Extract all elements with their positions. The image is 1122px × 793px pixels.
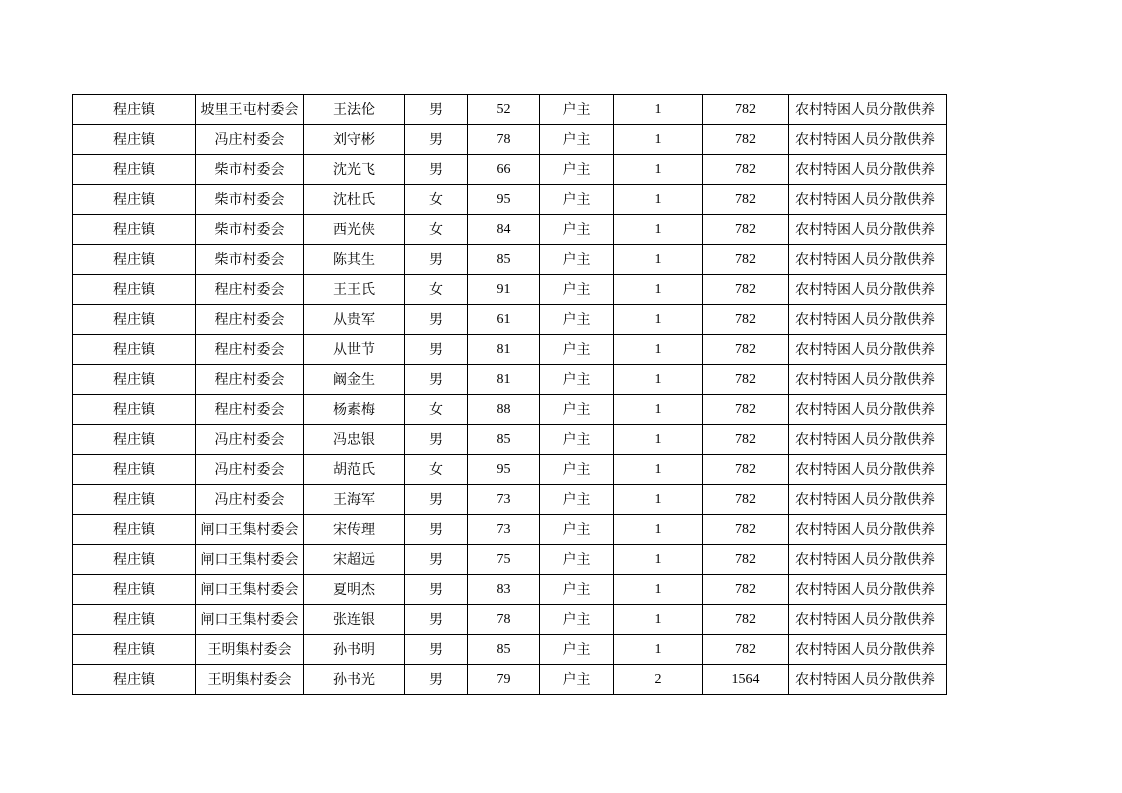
town-cell: 程庄镇 (73, 515, 196, 545)
relief-type-cell: 农村特困人员分散供养 (789, 215, 947, 245)
name-cell: 孙书明 (304, 635, 405, 665)
gender-cell: 男 (405, 575, 468, 605)
age-cell: 79 (468, 665, 540, 695)
amount-cell: 782 (703, 455, 789, 485)
amount-cell: 782 (703, 395, 789, 425)
village-cell: 王明集村委会 (196, 635, 304, 665)
name-cell: 王法伦 (304, 95, 405, 125)
town-cell: 程庄镇 (73, 95, 196, 125)
amount-cell: 782 (703, 305, 789, 335)
name-cell: 杨素梅 (304, 395, 405, 425)
name-cell: 夏明杰 (304, 575, 405, 605)
age-cell: 66 (468, 155, 540, 185)
relation-cell: 户主 (540, 125, 614, 155)
table-row (73, 125, 947, 155)
village-cell: 程庄村委会 (196, 335, 304, 365)
household-count-cell: 1 (614, 575, 703, 605)
household-count-cell: 1 (614, 305, 703, 335)
gender-cell: 男 (405, 665, 468, 695)
relief-type-cell: 农村特困人员分散供养 (789, 605, 947, 635)
gender-cell: 女 (405, 215, 468, 245)
household-count-cell: 1 (614, 365, 703, 395)
relief-type-cell: 农村特困人员分散供养 (789, 545, 947, 575)
household-count-cell: 1 (614, 125, 703, 155)
age-cell: 85 (468, 245, 540, 275)
age-cell: 95 (468, 185, 540, 215)
age-cell: 83 (468, 575, 540, 605)
household-count-cell: 1 (614, 335, 703, 365)
household-count-cell: 1 (614, 425, 703, 455)
table-row (73, 545, 947, 575)
gender-cell: 女 (405, 275, 468, 305)
village-cell: 柴市村委会 (196, 245, 304, 275)
age-cell: 78 (468, 125, 540, 155)
relief-type-cell: 农村特困人员分散供养 (789, 485, 947, 515)
table-row (73, 455, 947, 485)
amount-cell: 1564 (703, 665, 789, 695)
household-count-cell: 1 (614, 545, 703, 575)
village-cell: 王明集村委会 (196, 665, 304, 695)
amount-cell: 782 (703, 95, 789, 125)
table-row (73, 515, 947, 545)
town-cell: 程庄镇 (73, 455, 196, 485)
age-cell: 73 (468, 515, 540, 545)
table-row (73, 395, 947, 425)
gender-cell: 女 (405, 395, 468, 425)
relation-cell: 户主 (540, 185, 614, 215)
name-cell: 刘守彬 (304, 125, 405, 155)
relief-type-cell: 农村特困人员分散供养 (789, 125, 947, 155)
table-row (73, 365, 947, 395)
gender-cell: 男 (405, 635, 468, 665)
town-cell: 程庄镇 (73, 335, 196, 365)
village-cell: 冯庄村委会 (196, 425, 304, 455)
name-cell: 宋超远 (304, 545, 405, 575)
table-row (73, 215, 947, 245)
village-cell: 坡里王屯村委会 (196, 95, 304, 125)
amount-cell: 782 (703, 575, 789, 605)
relief-type-cell: 农村特困人员分散供养 (789, 245, 947, 275)
relief-type-cell: 农村特困人员分散供养 (789, 455, 947, 485)
age-cell: 85 (468, 635, 540, 665)
table-row (73, 335, 947, 365)
village-cell: 冯庄村委会 (196, 485, 304, 515)
age-cell: 52 (468, 95, 540, 125)
name-cell: 孙书光 (304, 665, 405, 695)
village-cell: 柴市村委会 (196, 155, 304, 185)
table-row (73, 95, 947, 125)
town-cell: 程庄镇 (73, 245, 196, 275)
town-cell: 程庄镇 (73, 605, 196, 635)
relation-cell: 户主 (540, 635, 614, 665)
village-cell: 闸口王集村委会 (196, 515, 304, 545)
age-cell: 81 (468, 365, 540, 395)
town-cell: 程庄镇 (73, 545, 196, 575)
village-cell: 冯庄村委会 (196, 455, 304, 485)
name-cell: 胡范氏 (304, 455, 405, 485)
amount-cell: 782 (703, 125, 789, 155)
table-row (73, 425, 947, 455)
household-count-cell: 1 (614, 155, 703, 185)
gender-cell: 男 (405, 605, 468, 635)
relief-type-cell: 农村特困人员分散供养 (789, 335, 947, 365)
town-cell: 程庄镇 (73, 275, 196, 305)
table-row (73, 155, 947, 185)
age-cell: 84 (468, 215, 540, 245)
town-cell: 程庄镇 (73, 635, 196, 665)
relation-cell: 户主 (540, 425, 614, 455)
amount-cell: 782 (703, 425, 789, 455)
table-row (73, 485, 947, 515)
amount-cell: 782 (703, 155, 789, 185)
relief-type-cell: 农村特困人员分散供养 (789, 275, 947, 305)
relief-type-cell: 农村特困人员分散供养 (789, 95, 947, 125)
village-cell: 程庄村委会 (196, 395, 304, 425)
table-row (73, 275, 947, 305)
household-count-cell: 1 (614, 485, 703, 515)
relation-cell: 户主 (540, 545, 614, 575)
household-count-cell: 1 (614, 515, 703, 545)
amount-cell: 782 (703, 335, 789, 365)
village-cell: 程庄村委会 (196, 365, 304, 395)
relation-cell: 户主 (540, 365, 614, 395)
table-row (73, 665, 947, 695)
amount-cell: 782 (703, 365, 789, 395)
town-cell: 程庄镇 (73, 305, 196, 335)
relief-type-cell: 农村特困人员分散供养 (789, 515, 947, 545)
amount-cell: 782 (703, 515, 789, 545)
table-row (73, 635, 947, 665)
age-cell: 73 (468, 485, 540, 515)
town-cell: 程庄镇 (73, 575, 196, 605)
relation-cell: 户主 (540, 305, 614, 335)
relation-cell: 户主 (540, 485, 614, 515)
name-cell: 从世节 (304, 335, 405, 365)
relation-cell: 户主 (540, 455, 614, 485)
relief-type-cell: 农村特困人员分散供养 (789, 425, 947, 455)
gender-cell: 男 (405, 425, 468, 455)
amount-cell: 782 (703, 275, 789, 305)
relief-roster-table (72, 94, 947, 695)
household-count-cell: 2 (614, 665, 703, 695)
town-cell: 程庄镇 (73, 485, 196, 515)
age-cell: 95 (468, 455, 540, 485)
town-cell: 程庄镇 (73, 155, 196, 185)
relation-cell: 户主 (540, 665, 614, 695)
household-count-cell: 1 (614, 605, 703, 635)
table-row (73, 245, 947, 275)
village-cell: 柴市村委会 (196, 185, 304, 215)
relation-cell: 户主 (540, 275, 614, 305)
relief-type-cell: 农村特困人员分散供养 (789, 155, 947, 185)
age-cell: 81 (468, 335, 540, 365)
gender-cell: 男 (405, 485, 468, 515)
town-cell: 程庄镇 (73, 365, 196, 395)
amount-cell: 782 (703, 245, 789, 275)
relief-type-cell: 农村特困人员分散供养 (789, 635, 947, 665)
household-count-cell: 1 (614, 215, 703, 245)
household-count-cell: 1 (614, 635, 703, 665)
roster-body (73, 95, 947, 695)
household-count-cell: 1 (614, 245, 703, 275)
relief-type-cell: 农村特困人员分散供养 (789, 365, 947, 395)
relief-type-cell: 农村特困人员分散供养 (789, 665, 947, 695)
relation-cell: 户主 (540, 515, 614, 545)
town-cell: 程庄镇 (73, 395, 196, 425)
village-cell: 程庄村委会 (196, 305, 304, 335)
name-cell: 张连银 (304, 605, 405, 635)
relation-cell: 户主 (540, 335, 614, 365)
age-cell: 85 (468, 425, 540, 455)
village-cell: 闸口王集村委会 (196, 575, 304, 605)
household-count-cell: 1 (614, 95, 703, 125)
name-cell: 阚金生 (304, 365, 405, 395)
relief-type-cell: 农村特困人员分散供养 (789, 395, 947, 425)
town-cell: 程庄镇 (73, 125, 196, 155)
name-cell: 王海军 (304, 485, 405, 515)
name-cell: 西光侠 (304, 215, 405, 245)
village-cell: 闸口王集村委会 (196, 545, 304, 575)
household-count-cell: 1 (614, 395, 703, 425)
village-cell: 程庄村委会 (196, 275, 304, 305)
town-cell: 程庄镇 (73, 665, 196, 695)
age-cell: 61 (468, 305, 540, 335)
village-cell: 闸口王集村委会 (196, 605, 304, 635)
amount-cell: 782 (703, 485, 789, 515)
name-cell: 陈其生 (304, 245, 405, 275)
gender-cell: 女 (405, 185, 468, 215)
town-cell: 程庄镇 (73, 185, 196, 215)
village-cell: 冯庄村委会 (196, 125, 304, 155)
name-cell: 从贵军 (304, 305, 405, 335)
relation-cell: 户主 (540, 95, 614, 125)
name-cell: 沈杜氏 (304, 185, 405, 215)
table-row (73, 605, 947, 635)
relation-cell: 户主 (540, 215, 614, 245)
age-cell: 88 (468, 395, 540, 425)
household-count-cell: 1 (614, 275, 703, 305)
gender-cell: 男 (405, 155, 468, 185)
age-cell: 75 (468, 545, 540, 575)
gender-cell: 男 (405, 365, 468, 395)
name-cell: 王王氏 (304, 275, 405, 305)
gender-cell: 男 (405, 95, 468, 125)
table-row (73, 575, 947, 605)
village-cell: 柴市村委会 (196, 215, 304, 245)
relief-type-cell: 农村特困人员分散供养 (789, 185, 947, 215)
age-cell: 78 (468, 605, 540, 635)
amount-cell: 782 (703, 185, 789, 215)
relation-cell: 户主 (540, 575, 614, 605)
household-count-cell: 1 (614, 185, 703, 215)
gender-cell: 男 (405, 305, 468, 335)
amount-cell: 782 (703, 545, 789, 575)
relief-type-cell: 农村特困人员分散供养 (789, 305, 947, 335)
gender-cell: 男 (405, 515, 468, 545)
table-row (73, 185, 947, 215)
amount-cell: 782 (703, 215, 789, 245)
town-cell: 程庄镇 (73, 425, 196, 455)
gender-cell: 男 (405, 125, 468, 155)
relief-type-cell: 农村特困人员分散供养 (789, 575, 947, 605)
town-cell: 程庄镇 (73, 215, 196, 245)
gender-cell: 女 (405, 455, 468, 485)
relation-cell: 户主 (540, 605, 614, 635)
relation-cell: 户主 (540, 245, 614, 275)
age-cell: 91 (468, 275, 540, 305)
gender-cell: 男 (405, 245, 468, 275)
amount-cell: 782 (703, 635, 789, 665)
name-cell: 冯忠银 (304, 425, 405, 455)
relation-cell: 户主 (540, 155, 614, 185)
name-cell: 沈光飞 (304, 155, 405, 185)
gender-cell: 男 (405, 545, 468, 575)
relation-cell: 户主 (540, 395, 614, 425)
gender-cell: 男 (405, 335, 468, 365)
amount-cell: 782 (703, 605, 789, 635)
household-count-cell: 1 (614, 455, 703, 485)
table-row (73, 305, 947, 335)
name-cell: 宋传理 (304, 515, 405, 545)
